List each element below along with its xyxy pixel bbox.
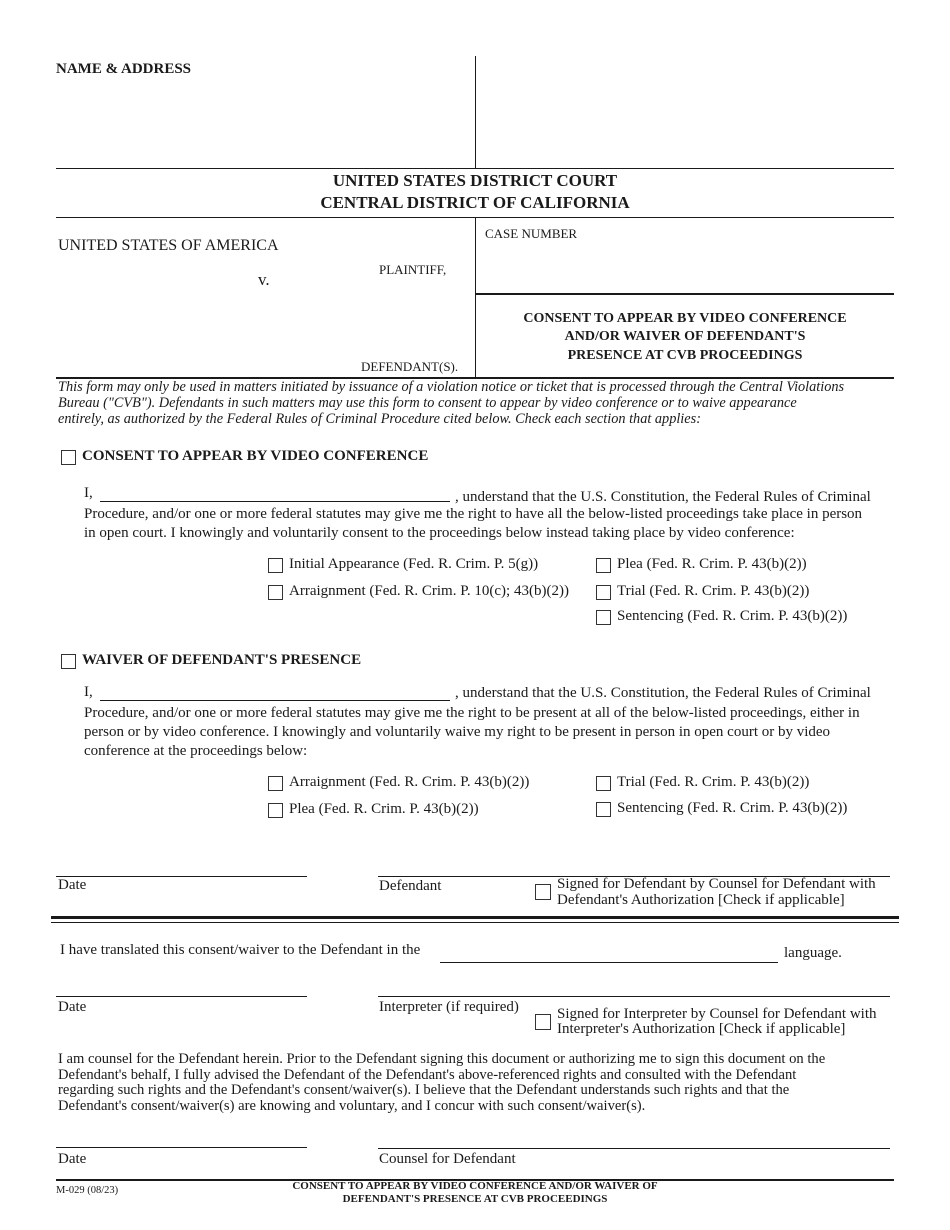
video-name-line bbox=[100, 501, 450, 502]
form-title-line3: PRESENCE AT CVB PROCEEDINGS bbox=[567, 348, 803, 363]
defendant-counsel-signed-line1: Signed for Defendant by Counsel for Defendant with bbox=[557, 876, 876, 892]
waiver-i-label: I, bbox=[84, 684, 93, 700]
defendant-counsel-signed-line2: Defendant's Authorization [Check if applicable] bbox=[557, 892, 845, 908]
waiver-presence-checkbox[interactable] bbox=[61, 654, 76, 669]
video-section-heading: CONSENT TO APPEAR BY VIDEO CONFERENCE bbox=[82, 448, 429, 464]
counsel-text-line2: Defendant's behalf, I fully advised the Defendant of the Defendant's above-referenced rights and consulted with the Defendant bbox=[58, 1067, 797, 1083]
video-text-line2: Procedure, and/or one or more federal statutes may give me the right to have all the below-listed proceedings take place in person bbox=[84, 506, 863, 522]
counsel-date-label: Date bbox=[58, 1151, 87, 1167]
video-arraignment-checkbox[interactable] bbox=[268, 585, 283, 600]
double-rule-bottom bbox=[51, 922, 899, 923]
video-text-line3: in open court. I knowingly and voluntarily consent to the proceedings below instead taking place by video conference: bbox=[84, 525, 795, 541]
interpreter-translated-text: I have translated this consent/waiver to the Defendant in the bbox=[60, 942, 421, 958]
waiver-plea-label: Plea (Fed. R. Crim. P. 43(b)(2)) bbox=[289, 801, 479, 817]
defendant-signature-label: Defendant bbox=[379, 878, 442, 894]
waiver-section-heading: WAIVER OF DEFENDANT'S PRESENCE bbox=[82, 652, 362, 668]
footer-form-id: M-029 (08/23) bbox=[56, 1185, 119, 1196]
interpreter-counsel-signed-line1: Signed for Interpreter by Counsel for Defendant with bbox=[557, 1006, 877, 1022]
defendant-label: DEFENDANT(S). bbox=[361, 359, 459, 374]
header-divider bbox=[475, 56, 476, 168]
interpreter-signature-label: Interpreter (if required) bbox=[379, 999, 519, 1015]
interpreter-date-label: Date bbox=[58, 999, 87, 1015]
video-text-line1: , understand that the U.S. Constitution, the Federal Rules of Criminal bbox=[455, 489, 871, 505]
interpreter-signature-line[interactable] bbox=[378, 996, 890, 997]
rule-header-bottom bbox=[56, 168, 894, 169]
interpreter-counsel-signed-checkbox[interactable] bbox=[535, 1014, 551, 1030]
interpreter-date-line[interactable] bbox=[56, 996, 307, 997]
counsel-signature-label: Counsel for Defendant bbox=[379, 1151, 516, 1167]
court-name-line2: CENTRAL DISTRICT OF CALIFORNIA bbox=[320, 193, 630, 212]
video-i-label: I, bbox=[84, 485, 93, 501]
language-line bbox=[440, 962, 778, 963]
waiver-text-line1: , understand that the U.S. Constitution, the Federal Rules of Criminal bbox=[455, 685, 871, 701]
waiver-sentencing-checkbox[interactable] bbox=[596, 802, 611, 817]
intro-line2: Bureau ("CVB"). Defendants in such matters may use this form to consent to appear by video conference or to waive appearance bbox=[58, 395, 797, 411]
defendant-date-label: Date bbox=[58, 877, 87, 893]
defendant-date-line[interactable] bbox=[56, 876, 307, 877]
waiver-name-line bbox=[100, 700, 450, 701]
video-initial-appearance-label: Initial Appearance (Fed. R. Crim. P. 5(g)) bbox=[289, 556, 539, 572]
waiver-text-line4: conference at the proceedings below: bbox=[84, 743, 308, 759]
waiver-plea-checkbox[interactable] bbox=[268, 803, 283, 818]
form-title-line1: CONSENT TO APPEAR BY VIDEO CONFERENCE bbox=[523, 311, 847, 326]
plaintiff-label: PLAINTIFF, bbox=[379, 262, 447, 277]
waiver-text-line3: person or by video conference. I knowingly and voluntarily waive my right to be present in person in open court or by video bbox=[84, 724, 831, 740]
court-name-line1: UNITED STATES DISTRICT COURT bbox=[332, 171, 618, 190]
language-label: language. bbox=[784, 945, 842, 961]
plaintiff-name: UNITED STATES OF AMERICA bbox=[58, 237, 279, 254]
video-sentencing-checkbox[interactable] bbox=[596, 610, 611, 625]
counsel-text-line3: regarding such rights and the Defendant's consent/waiver(s). I believe that the Defendant understands such rights and that the bbox=[58, 1082, 790, 1098]
video-plea-checkbox[interactable] bbox=[596, 558, 611, 573]
video-conference-checkbox[interactable] bbox=[61, 450, 76, 465]
waiver-arraignment-label: Arraignment (Fed. R. Crim. P. 43(b)(2)) bbox=[289, 774, 530, 790]
intro-line1: This form may only be used in matters initiated by issuance of a violation notice or ticket that is processed through the Central Violations bbox=[58, 379, 845, 395]
double-rule-top bbox=[51, 916, 899, 919]
footer-title-line2: DEFENDANT'S PRESENCE AT CVB PROCEEDINGS bbox=[342, 1193, 608, 1205]
counsel-date-line[interactable] bbox=[56, 1147, 307, 1148]
rule-case-number-bottom bbox=[476, 293, 894, 295]
video-trial-checkbox[interactable] bbox=[596, 585, 611, 600]
waiver-trial-label: Trial (Fed. R. Crim. P. 43(b)(2)) bbox=[617, 774, 810, 790]
versus-label: v. bbox=[258, 270, 270, 289]
counsel-text-line4: Defendant's consent/waiver(s) are knowing and voluntary, and I concur with such consent/waiver(s). bbox=[58, 1098, 646, 1114]
video-plea-label: Plea (Fed. R. Crim. P. 43(b)(2)) bbox=[617, 556, 807, 572]
video-sentencing-label: Sentencing (Fed. R. Crim. P. 43(b)(2)) bbox=[617, 608, 848, 624]
intro-line3: entirely, as authorized by the Federal Rules of Criminal Procedure cited below. Check each section that applies: bbox=[58, 411, 701, 427]
waiver-sentencing-label: Sentencing (Fed. R. Crim. P. 43(b)(2)) bbox=[617, 800, 848, 816]
interpreter-counsel-signed-line2: Interpreter's Authorization [Check if applicable] bbox=[557, 1021, 846, 1037]
waiver-trial-checkbox[interactable] bbox=[596, 776, 611, 791]
counsel-signature-line[interactable] bbox=[378, 1148, 890, 1149]
video-arraignment-label: Arraignment (Fed. R. Crim. P. 10(c); 43(b)(2)) bbox=[289, 583, 569, 599]
name-address-label: NAME & ADDRESS bbox=[56, 61, 192, 77]
video-initial-appearance-checkbox[interactable] bbox=[268, 558, 283, 573]
defendant-counsel-signed-checkbox[interactable] bbox=[535, 884, 551, 900]
counsel-text-line1: I am counsel for the Defendant herein. Prior to the Defendant signing this document or authorizing me to sign this document on the bbox=[58, 1051, 826, 1067]
footer-title-line1: CONSENT TO APPEAR BY VIDEO CONFERENCE AND/OR WAIVER OF bbox=[292, 1180, 658, 1192]
form-title-line2: AND/OR WAIVER OF DEFENDANT'S bbox=[564, 329, 806, 344]
video-trial-label: Trial (Fed. R. Crim. P. 43(b)(2)) bbox=[617, 583, 810, 599]
case-number-label: CASE NUMBER bbox=[485, 226, 578, 241]
waiver-text-line2: Procedure, and/or one or more federal statutes may give me the right to be present at all of the below-listed proceedings, either in bbox=[84, 705, 860, 721]
waiver-arraignment-checkbox[interactable] bbox=[268, 776, 283, 791]
